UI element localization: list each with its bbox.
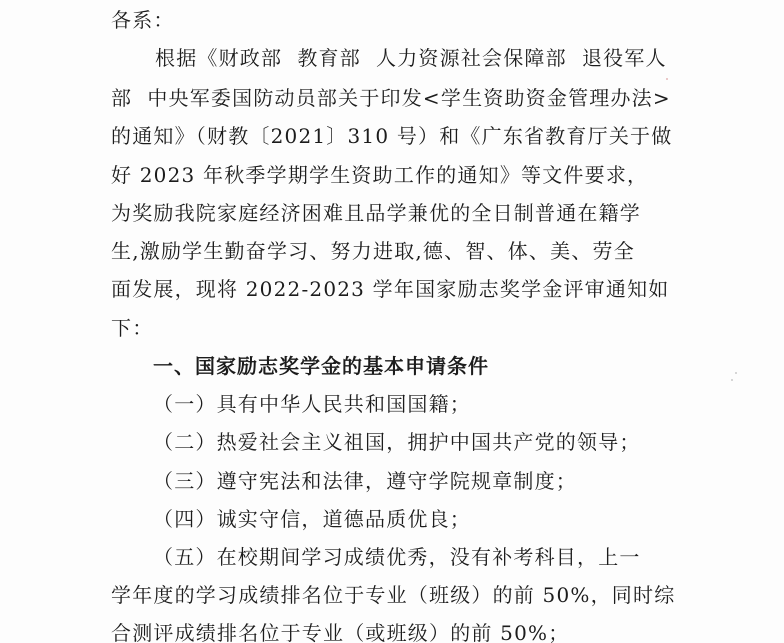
scan-speck (731, 379, 733, 381)
intro-line: 生,激励学生勤奋学习、努力进取,德、智、体、美、劳全 (111, 239, 635, 263)
condition-item: （三）遵守宪法和法律，遵守学院规章制度； (153, 469, 577, 493)
intro-line: 面发展，现将 2022-2023 学年国家励志奖学金评审通知如 (111, 277, 670, 301)
intro-line: 根据《财政部 教育部 人力资源社会保障部 退役军人 (155, 46, 667, 70)
intro-line: 下： (111, 316, 154, 340)
condition-continuation: 合测评成绩排名位于专业（或班级）的前 50%； (111, 621, 570, 643)
scan-speck (666, 78, 668, 80)
condition-item: （二）热爱社会主义祖国，拥护中国共产党的领导； (153, 430, 641, 454)
condition-item: （四）诚实守信，道德品质优良； (153, 507, 471, 531)
condition-item: （一）具有中华人民共和国国籍； (153, 392, 471, 416)
salutation: 各系： (111, 8, 175, 32)
intro-line: 的通知》（财教〔2021〕310 号）和《广东省教育厅关于做 (111, 124, 673, 148)
condition-continuation: 学年度的学习成绩排名位于专业（班级）的前 50%，同时综 (111, 583, 676, 607)
scan-speck (735, 372, 737, 374)
condition-item: （五）在校期间学习成绩优秀，没有补考科目，上一 (153, 545, 641, 569)
intro-line: 为奖励我院家庭经济困难且品学兼优的全日制普通在籍学 (111, 201, 641, 225)
intro-line: 部 中央军委国防动员部关于印发<学生资助资金管理办法> (111, 86, 671, 110)
section-heading: 一、国家励志奖学金的基本申请条件 (153, 354, 489, 378)
intro-line: 好 2023 年秋季学期学生资助工作的通知》等文件要求， (111, 163, 649, 187)
